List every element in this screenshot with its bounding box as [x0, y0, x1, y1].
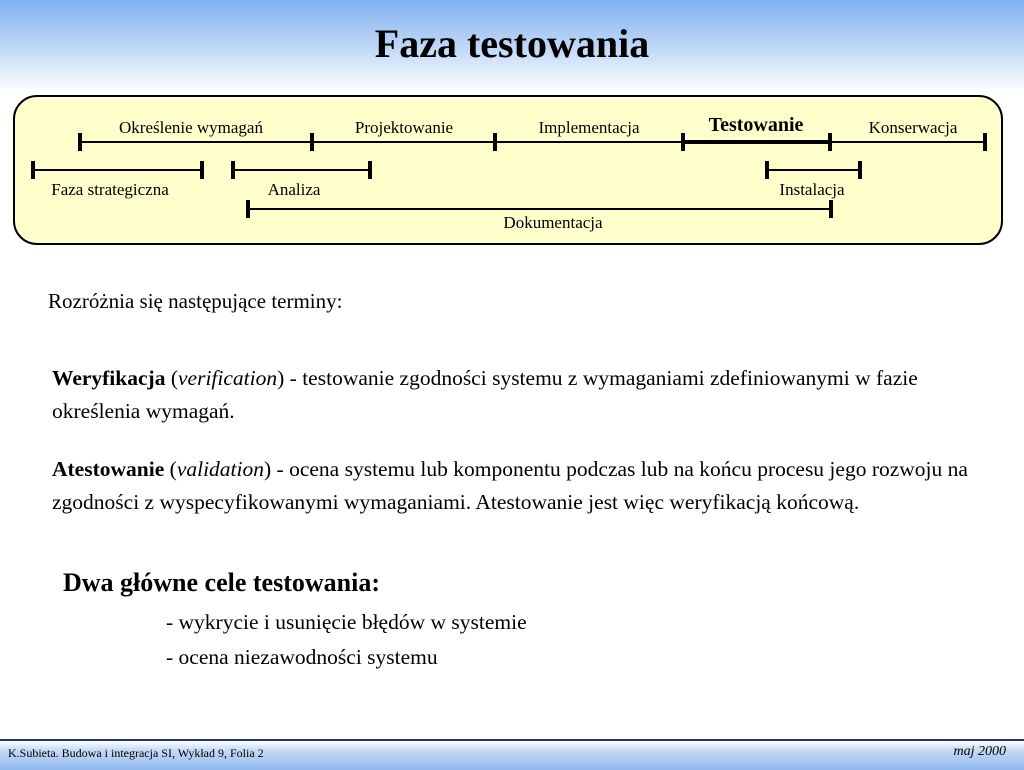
phase-label-projektowanie: Projektowanie [354, 118, 454, 137]
definition-term: Weryfikacja [52, 366, 166, 390]
definition-text: - ocena systemu lub komponentu podczas lub na końcu procesu jego rozwoju na zgodności z wyspecyfikowanymi wymaganiami. Atestowanie jest więc weryfikacją końcową. [52, 457, 968, 514]
footer-date: maj 2000 [953, 744, 1006, 759]
definition-text: - testowanie zgodności systemu z wymaganiami zdefiniowanymi w fazie określenia wymagań. [52, 366, 918, 423]
goals-heading: Dwa główne cele testowania: [63, 568, 380, 597]
footer-credit: K.Subieta. Budowa i integracja SI, Wykład 9, Folia 2 [8, 746, 264, 760]
goal-item: - ocena niezawodności systemu [166, 645, 438, 669]
phase-label-konserwacja: Konserwacja [868, 118, 958, 137]
phase-label-analiza: Analiza [267, 180, 321, 199]
phase-label-implementacja: Implementacja [538, 118, 640, 137]
goal-item: - wykrycie i usunięcie błędów w systemie [166, 610, 527, 634]
definition-verification: Weryfikacja (verification) - testowanie zgodności systemu z wymaganiami zdefiniowanymi w fazie określenia wymagań. [52, 366, 918, 423]
definitions [52, 362, 992, 544]
definition-english: verification [178, 366, 278, 390]
definition-english: validation [176, 457, 264, 481]
phase-label-instalacja: Instalacja [779, 180, 845, 199]
definition-term: Atestowanie [52, 457, 165, 481]
intro-text: Rozróżnia się następujące terminy: [48, 289, 343, 313]
definition-validation: Atestowanie (validation) - ocena systemu lub komponentu podczas lub na końcu procesu jego rozwoju na zgodności z wyspecyfikowanymi wymaganiami. Atestowanie jest więc weryfikacją końcową. [52, 457, 968, 514]
phase-diagram-lines [0, 0, 1024, 260]
phase-label-okreslenie: Określenie wymagań [119, 118, 263, 137]
phase-label-testowanie: Testowanie [708, 114, 804, 136]
slide-title: Faza testowania [374, 21, 650, 66]
phase-label-dokumentacja: Dokumentacja [503, 213, 603, 232]
phase-label-faza-strategiczna: Faza strategiczna [51, 180, 169, 199]
